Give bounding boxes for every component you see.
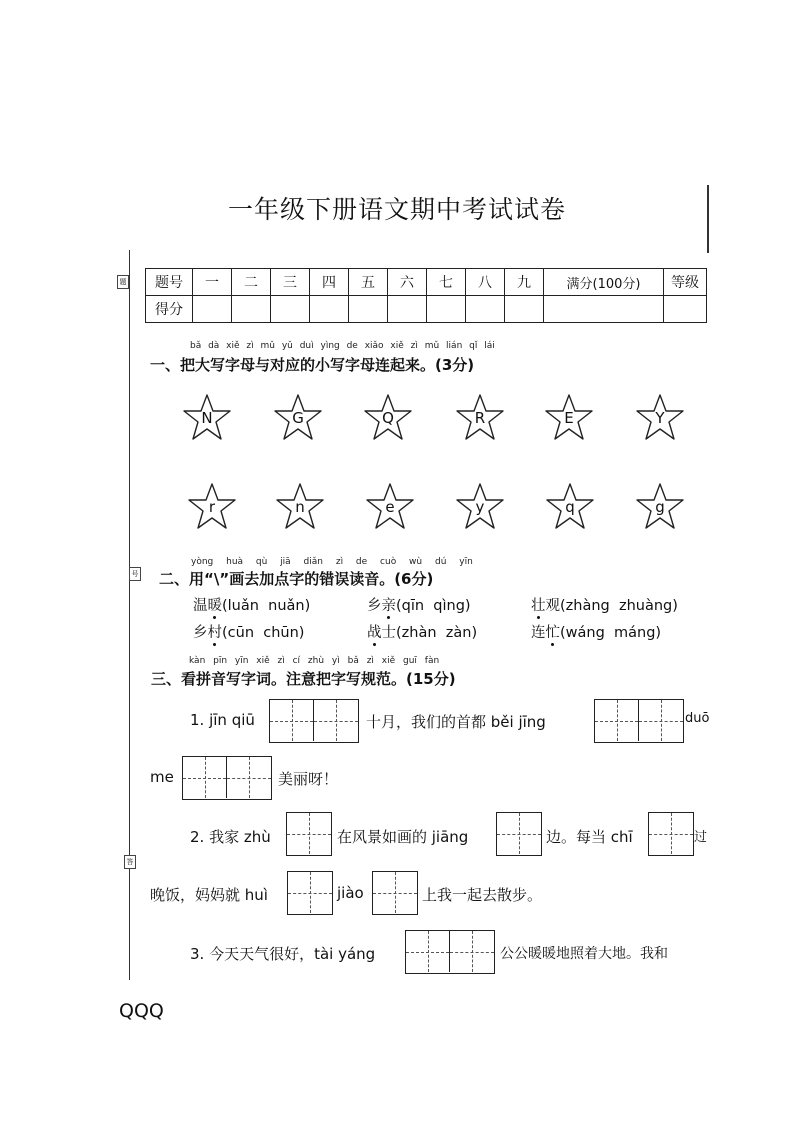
table-cell[interactable] <box>466 296 505 323</box>
star-upper-2[interactable] <box>272 392 324 444</box>
table-cell: 一 <box>193 269 232 296</box>
table-row <box>146 296 707 323</box>
page-title: 一年级下册语文期中考试试卷 <box>227 195 566 224</box>
writing-grid-chi[interactable] <box>648 812 694 856</box>
letter: q <box>565 498 575 516</box>
writing-grid-zhu[interactable] <box>286 812 332 856</box>
letter: E <box>564 409 574 427</box>
side-mark-3: 答 <box>124 855 136 869</box>
table-cell: 二 <box>232 269 271 296</box>
q2-text-a: 2. 我家 zhù <box>190 828 271 846</box>
star-lower-1[interactable] <box>186 481 238 533</box>
reading-item-3[interactable]: 壮观(zhàng zhuàng) <box>531 598 678 614</box>
writing-grid-jiang[interactable] <box>496 812 542 856</box>
star-upper-5[interactable] <box>543 392 595 444</box>
q2-text-d: 过 <box>694 830 708 845</box>
letter: e <box>385 498 395 516</box>
q3-text-a: 3. 今天天气很好，tài yáng <box>190 945 376 963</box>
reading-item-2[interactable]: 乡亲(qīn qìng) <box>367 598 471 614</box>
q2-text-e: 晚饭，妈妈就 huì <box>150 886 268 904</box>
table-cell: 九 <box>505 269 544 296</box>
table-cell: 五 <box>349 269 388 296</box>
writing-grid-hui[interactable] <box>287 871 333 915</box>
letter: y <box>475 498 485 516</box>
q1-text-d: me <box>150 768 174 786</box>
table-cell[interactable] <box>193 296 232 323</box>
table-cell: 题号 <box>146 269 193 296</box>
star-lower-5[interactable] <box>544 481 596 533</box>
table-cell: 三 <box>271 269 310 296</box>
star-upper-1[interactable] <box>181 392 233 444</box>
q1-text-c: duō <box>685 711 710 726</box>
side-mark-1: 题 <box>117 275 129 289</box>
score-table <box>145 268 707 323</box>
star-lower-6[interactable] <box>634 481 686 533</box>
q2-text-b: 在风景如画的 jiāng <box>337 828 469 846</box>
reading-item-6[interactable]: 连忙(wáng máng) <box>531 625 662 641</box>
letter: Y <box>655 409 665 427</box>
table-cell: 得分 <box>146 296 193 323</box>
table-cell[interactable] <box>349 296 388 323</box>
reading-item-5[interactable]: 战士(zhàn zàn) <box>367 625 478 641</box>
section2-heading: 二、用“\”画去加点字的错误读音。(6分) <box>159 570 434 588</box>
table-cell: 六 <box>388 269 427 296</box>
section1-pinyin: bǎ dà xiě zì mǔ yǔ duì yìng de xiǎo xiě zì mǔ lián qǐ lái <box>190 341 495 351</box>
table-cell[interactable] <box>505 296 544 323</box>
side-mark-2: 号 <box>129 567 141 581</box>
section3-heading: 三、看拼音写字词。注意把字写规范。(15分) <box>151 670 456 688</box>
table-cell: 七 <box>427 269 466 296</box>
table-cell[interactable] <box>310 296 349 323</box>
letter: G <box>292 409 304 427</box>
table-cell: 满分(100分) <box>544 269 664 296</box>
writing-grid-duome[interactable] <box>182 756 272 800</box>
letter: R <box>474 409 486 427</box>
table-cell[interactable] <box>388 296 427 323</box>
q2-text-f: jiào <box>337 884 364 902</box>
letter: n <box>295 498 305 516</box>
q1-text-e: 美丽呀！ <box>278 770 339 788</box>
q1-text-b: 十月，我们的首都 běi jīng <box>366 713 546 731</box>
writing-grid-taiyang[interactable] <box>405 930 495 974</box>
q2-text-c: 边。每当 chī <box>546 828 633 846</box>
writing-grid-jinqiu[interactable] <box>269 699 359 743</box>
q3-text-b: 公公暖暖地照着大地。我和 <box>500 946 668 962</box>
star-upper-3[interactable] <box>362 392 414 444</box>
letter: N <box>201 409 213 427</box>
star-upper-4[interactable] <box>454 392 506 444</box>
table-row <box>146 269 707 296</box>
star-lower-3[interactable] <box>364 481 416 533</box>
q1-text-a: 1. jīn qiū <box>190 711 255 729</box>
table-cell: 四 <box>310 269 349 296</box>
writing-grid-beijing[interactable] <box>594 699 684 743</box>
star-lower-4[interactable] <box>454 481 506 533</box>
table-cell: 等级 <box>664 269 707 296</box>
reading-item-4[interactable]: 乡村(cūn chūn) <box>193 625 305 641</box>
letter: Q <box>382 409 394 427</box>
left-binding-line <box>129 250 130 980</box>
reading-item-1[interactable]: 温暖(luǎn nuǎn) <box>193 598 311 614</box>
star-lower-2[interactable] <box>274 481 326 533</box>
q2-text-g: 上我一起去散步。 <box>422 886 543 904</box>
letter: r <box>208 498 216 516</box>
footer-text: QQQ <box>119 1000 164 1022</box>
table-cell[interactable] <box>427 296 466 323</box>
table-cell[interactable] <box>232 296 271 323</box>
section3-pinyin: kàn pīn yīn xiě zì cí zhù yì bǎ zì xiě guī fàn <box>189 656 440 666</box>
table-cell[interactable] <box>664 296 707 323</box>
table-cell[interactable] <box>271 296 310 323</box>
letter: g <box>655 498 665 516</box>
table-cell: 八 <box>466 269 505 296</box>
table-cell[interactable] <box>544 296 664 323</box>
star-upper-6[interactable] <box>634 392 686 444</box>
section2-pinyin: yòng huà qù jiā diǎn zì de cuò wù dú yīn <box>191 557 473 567</box>
writing-grid-jiao[interactable] <box>372 871 418 915</box>
section1-heading: 一、把大写字母与对应的小写字母连起来。(3分) <box>150 356 475 374</box>
